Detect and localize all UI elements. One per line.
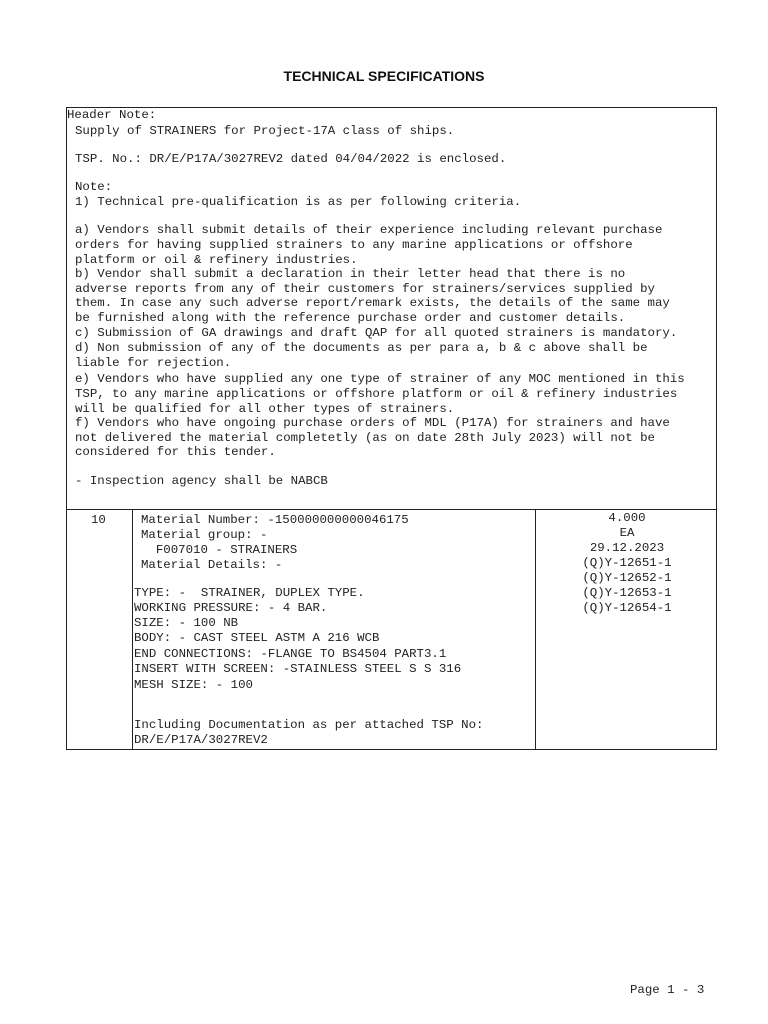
header-note-line: TSP. No.: DR/E/P17A/3027REV2 dated 04/04/2022 is enclosed.	[75, 152, 507, 166]
header-note-line: considered for this tender.	[75, 445, 276, 459]
header-note-box	[66, 107, 717, 510]
header-note-line: Supply of STRAINERS for Project-17A class of ships.	[75, 124, 455, 138]
column-divider	[132, 510, 133, 749]
header-note-line: a) Vendors shall submit details of their experience including relevant purchase	[75, 223, 663, 237]
material-line: Material Details: -	[141, 558, 283, 572]
header-note-line: d) Non submission of any of the documents as per para a, b & c above shall be	[75, 341, 648, 355]
spec-line: END CONNECTIONS: -FLANGE TO BS4504 PART3.1	[134, 647, 447, 661]
documentation-line: DR/E/P17A/3027REV2	[134, 733, 268, 747]
column-divider	[535, 510, 536, 749]
header-note-line: - Inspection agency shall be NABCB	[75, 474, 328, 488]
item-number: 10	[91, 513, 106, 527]
header-note-line: liable for rejection.	[75, 356, 232, 370]
header-note-line: orders for having supplied strainers to any marine applications or offshore	[75, 238, 633, 252]
reference-code: (Q)Y-12652-1	[582, 571, 672, 585]
documentation-line: Including Documentation as per attached TSP No:	[134, 718, 484, 732]
delivery-date: 29.12.2023	[589, 541, 665, 555]
spec-line: WORKING PRESSURE: - 4 BAR.	[134, 601, 328, 615]
header-note-line: c) Submission of GA drawings and draft QAP for all quoted strainers is mandatory.	[75, 326, 678, 340]
header-note-line: b) Vendor shall submit a declaration in their letter head that there is no	[75, 267, 626, 281]
item-row	[66, 510, 717, 750]
spec-line: BODY: - CAST STEEL ASTM A 216 WCB	[134, 631, 380, 645]
unit: EA	[619, 526, 635, 540]
page-number: Page 1 - 3	[630, 983, 705, 997]
header-note-line: 1) Technical pre-qualification is as per following criteria.	[75, 195, 522, 209]
header-note-label: Header Note:	[67, 108, 157, 122]
header-note-line: f) Vendors who have ongoing purchase orders of MDL (P17A) for strainers and have	[75, 416, 670, 430]
reference-code: (Q)Y-12651-1	[582, 556, 672, 570]
material-line: Material Number: -150000000000046175	[141, 513, 409, 527]
material-line: Material group: -	[141, 528, 268, 542]
header-note-line: e) Vendors who have supplied any one type of strainer of any MOC mentioned in this	[75, 372, 685, 386]
spec-line: INSERT WITH SCREEN: -STAINLESS STEEL S S 316	[134, 662, 462, 676]
header-note-line: TSP, to any marine applications or offshore platform or oil & refinery industries	[75, 387, 678, 401]
header-note-line: adverse reports from any of their customers for strainers/services supplied by	[75, 282, 655, 296]
material-line: F007010 - STRAINERS	[141, 543, 298, 557]
page-title: TECHNICAL SPECIFICATIONS	[283, 68, 485, 84]
header-note-line: not delivered the material completetly (as on date 28th July 2023) will not be	[75, 431, 655, 445]
header-note-line: will be qualified for all other types of strainers.	[75, 402, 455, 416]
reference-code: (Q)Y-12654-1	[582, 601, 672, 615]
header-note-line: platform or oil & refinery industries.	[75, 253, 358, 267]
spec-line: MESH SIZE: - 100	[134, 678, 253, 692]
header-note-line: be furnished along with the reference purchase order and customer details.	[75, 311, 626, 325]
spec-line: SIZE: - 100 NB	[134, 616, 239, 630]
quantity: 4.000	[608, 511, 646, 525]
reference-code: (Q)Y-12653-1	[582, 586, 672, 600]
header-note-line: Note:	[75, 180, 113, 194]
spec-line: TYPE: - STRAINER, DUPLEX TYPE.	[134, 586, 365, 600]
header-note-line: them. In case any such adverse report/remark exists, the details of the same may	[75, 296, 670, 310]
